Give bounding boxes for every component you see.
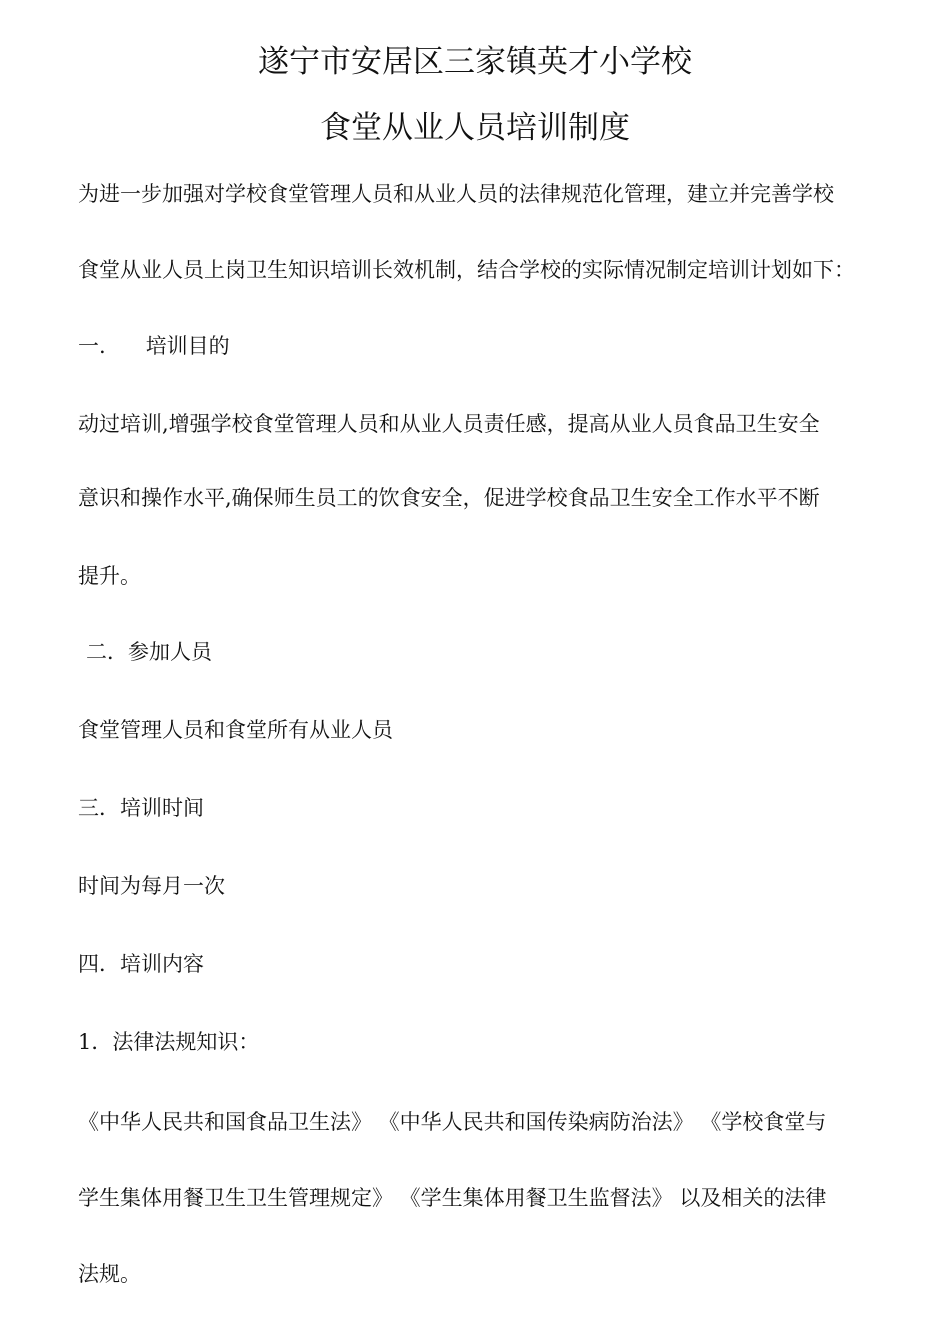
document-title-subject: 食堂从业人员培训制度 (320, 110, 630, 146)
section-title: 培训目的 (145, 334, 230, 358)
paragraph-line: 《中华人民共和国食品卫生法》 《中华人民共和国传染病防治法》 《学校食堂与 (78, 1110, 827, 1134)
section-number: 一. (78, 334, 106, 358)
paragraph-line: 学生集体用餐卫生卫生管理规定》 《学生集体用餐卫生监督法》 以及相关的法律 (78, 1186, 827, 1210)
paragraph-line: 意识和操作水平,确保师生员工的饮食安全，促进学校食品卫生安全工作水平不断 (78, 486, 820, 510)
paragraph-line: 动过培训,增强学校食堂管理人员和从业人员责任感，提高从业人员食品卫生安全 (78, 412, 820, 436)
subsection-heading-laws: 1．法律法规知识： (78, 1030, 260, 1054)
paragraph-line: 食堂管理人员和食堂所有从业人员 (78, 718, 393, 742)
section-heading-time: 三．培训时间 (78, 796, 204, 820)
section-heading-content: 四．培训内容 (78, 952, 204, 976)
section-heading-purpose (78, 332, 230, 360)
section-heading-participants: 二．参加人员 (86, 640, 212, 664)
intro-line: 为进一步加强对学校食堂管理人员和从业人员的法律规范化管理，建立并完善学校 (78, 182, 834, 206)
paragraph-line: 时间为每月一次 (78, 874, 225, 898)
paragraph-line: 提升。 (78, 564, 141, 588)
intro-line: 食堂从业人员上岗卫生知识培训长效机制，结合学校的实际情况制定培训计划如下： (78, 258, 855, 282)
paragraph-line: 法规。 (78, 1262, 141, 1286)
document-title-school: 遂宁市安居区三家镇英才小学校 (258, 44, 692, 80)
